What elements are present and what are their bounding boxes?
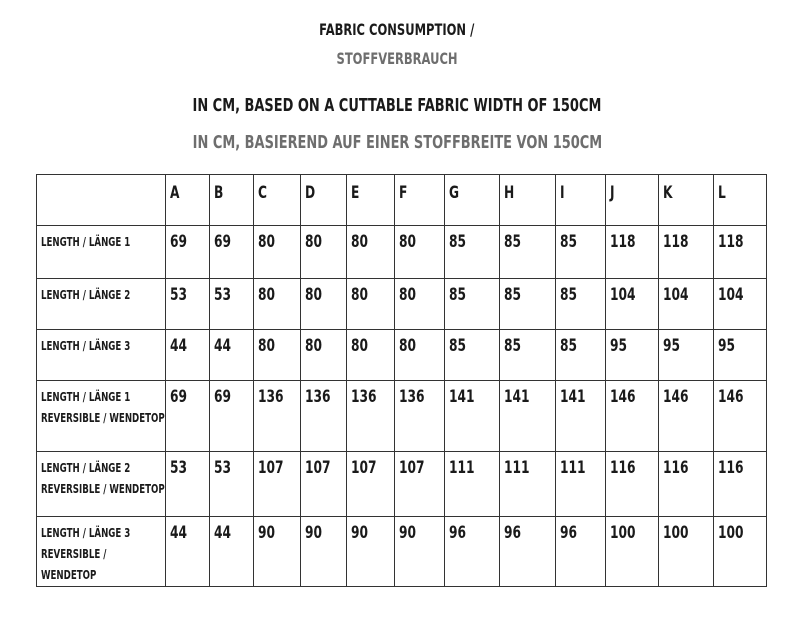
table-row xyxy=(37,517,767,587)
table-cell: 80 xyxy=(301,279,347,330)
row-label-line: LENGTH / LÄNGE 1 xyxy=(41,235,131,249)
table-cell: 116 xyxy=(606,452,659,517)
table-cell: 146 xyxy=(659,381,714,452)
column-header-a: A xyxy=(166,175,210,226)
table-cell: 104 xyxy=(606,279,659,330)
table-cell: 96 xyxy=(556,517,606,587)
row-label xyxy=(37,330,166,381)
column-header-h: H xyxy=(500,175,556,226)
table-cell: 111 xyxy=(500,452,556,517)
row-label-line: LENGTH / LÄNGE 3 xyxy=(41,339,131,353)
table-cell: 53 xyxy=(166,452,210,517)
table-cell: 111 xyxy=(445,452,500,517)
table-cell: 85 xyxy=(445,279,500,330)
table-cell: 146 xyxy=(714,381,767,452)
table-cell: 141 xyxy=(500,381,556,452)
table-cell: 85 xyxy=(445,226,500,279)
table-cell: 69 xyxy=(210,381,254,452)
table-cell: 116 xyxy=(714,452,767,517)
table-cell: 90 xyxy=(395,517,445,587)
table-cell: 95 xyxy=(714,330,767,381)
fabric-consumption-table xyxy=(36,174,767,587)
table-cell: 96 xyxy=(445,517,500,587)
row-label xyxy=(37,517,166,587)
row-label xyxy=(37,279,166,330)
table-cell: 44 xyxy=(166,517,210,587)
table-cell: 107 xyxy=(395,452,445,517)
row-label-line: LENGTH / LÄNGE 2 xyxy=(41,461,131,475)
table-cell: 136 xyxy=(301,381,347,452)
table-cell: 80 xyxy=(301,330,347,381)
page-subtitle: IN CM, BASED ON A CUTTABLE FABRIC WIDTH OF 150CM xyxy=(192,95,602,116)
table-cell: 100 xyxy=(606,517,659,587)
table-cell: 90 xyxy=(254,517,301,587)
table-cell: 104 xyxy=(714,279,767,330)
column-header-j: J xyxy=(606,175,659,226)
row-label-line: REVERSIBLE / WENDETOP xyxy=(41,482,165,496)
table-cell: 69 xyxy=(210,226,254,279)
table-cell: 85 xyxy=(556,279,606,330)
column-header-f: F xyxy=(395,175,445,226)
column-header-l: L xyxy=(714,175,767,226)
row-label-line: LENGTH / LÄNGE 3 xyxy=(41,526,131,540)
table-cell: 141 xyxy=(556,381,606,452)
table-cell: 80 xyxy=(254,279,301,330)
row-label-line: REVERSIBLE / WENDETOP xyxy=(41,411,165,425)
table-cell: 44 xyxy=(210,517,254,587)
column-header-b: B xyxy=(210,175,254,226)
table-cell: 80 xyxy=(395,226,445,279)
table-row xyxy=(37,452,767,517)
table-cell: 136 xyxy=(395,381,445,452)
row-label-line: REVERSIBLE / xyxy=(41,547,107,561)
table-header-row xyxy=(37,175,767,226)
table-cell: 104 xyxy=(659,279,714,330)
column-header-e: E xyxy=(347,175,395,226)
table-cell: 80 xyxy=(395,279,445,330)
row-label-line: WENDETOP xyxy=(41,568,97,582)
table-cell: 107 xyxy=(347,452,395,517)
table-cell: 69 xyxy=(166,381,210,452)
table-cell: 85 xyxy=(556,226,606,279)
row-label-line: LENGTH / LÄNGE 2 xyxy=(41,288,131,302)
table-cell: 111 xyxy=(556,452,606,517)
table-cell: 136 xyxy=(347,381,395,452)
table-cell: 80 xyxy=(347,226,395,279)
table-cell: 44 xyxy=(166,330,210,381)
table-cell: 85 xyxy=(500,226,556,279)
table-cell: 100 xyxy=(714,517,767,587)
table-cell: 80 xyxy=(347,279,395,330)
column-header-k: K xyxy=(659,175,714,226)
table-cell: 146 xyxy=(606,381,659,452)
table-row xyxy=(37,279,767,330)
table-cell: 80 xyxy=(254,330,301,381)
table-row xyxy=(37,226,767,279)
table-cell: 85 xyxy=(445,330,500,381)
column-header-c: C xyxy=(254,175,301,226)
table-row xyxy=(37,330,767,381)
table-cell: 107 xyxy=(254,452,301,517)
table-cell: 69 xyxy=(166,226,210,279)
table-cell: 85 xyxy=(500,330,556,381)
table-cell: 118 xyxy=(714,226,767,279)
table-cell: 118 xyxy=(659,226,714,279)
table-cell: 53 xyxy=(210,279,254,330)
page-subtitle-german: IN CM, BASIEREND AUF EINER STOFFBREITE VON 150CM xyxy=(192,132,602,153)
table-corner-cell xyxy=(37,175,166,226)
page-title-german: STOFFVERBRAUCH xyxy=(336,49,458,68)
table-cell: 107 xyxy=(301,452,347,517)
table-row xyxy=(37,381,767,452)
row-label-line: LENGTH / LÄNGE 1 xyxy=(41,390,131,404)
table-cell: 141 xyxy=(445,381,500,452)
table-cell: 80 xyxy=(301,226,347,279)
table-cell: 90 xyxy=(347,517,395,587)
row-label xyxy=(37,452,166,517)
table-cell: 90 xyxy=(301,517,347,587)
table-cell: 80 xyxy=(347,330,395,381)
table-cell: 116 xyxy=(659,452,714,517)
table-cell: 100 xyxy=(659,517,714,587)
table-cell: 136 xyxy=(254,381,301,452)
table-cell: 85 xyxy=(556,330,606,381)
table-cell: 80 xyxy=(395,330,445,381)
table-cell: 53 xyxy=(210,452,254,517)
table-cell: 95 xyxy=(659,330,714,381)
page-title: FABRIC CONSUMPTION / xyxy=(319,20,475,39)
table-cell: 96 xyxy=(500,517,556,587)
table-cell: 85 xyxy=(500,279,556,330)
table-cell: 80 xyxy=(254,226,301,279)
table-cell: 44 xyxy=(210,330,254,381)
column-header-d: D xyxy=(301,175,347,226)
column-header-g: G xyxy=(445,175,500,226)
row-label xyxy=(37,226,166,279)
row-label xyxy=(37,381,166,452)
table-cell: 95 xyxy=(606,330,659,381)
column-header-i: I xyxy=(556,175,606,226)
table-cell: 118 xyxy=(606,226,659,279)
table-cell: 53 xyxy=(166,279,210,330)
